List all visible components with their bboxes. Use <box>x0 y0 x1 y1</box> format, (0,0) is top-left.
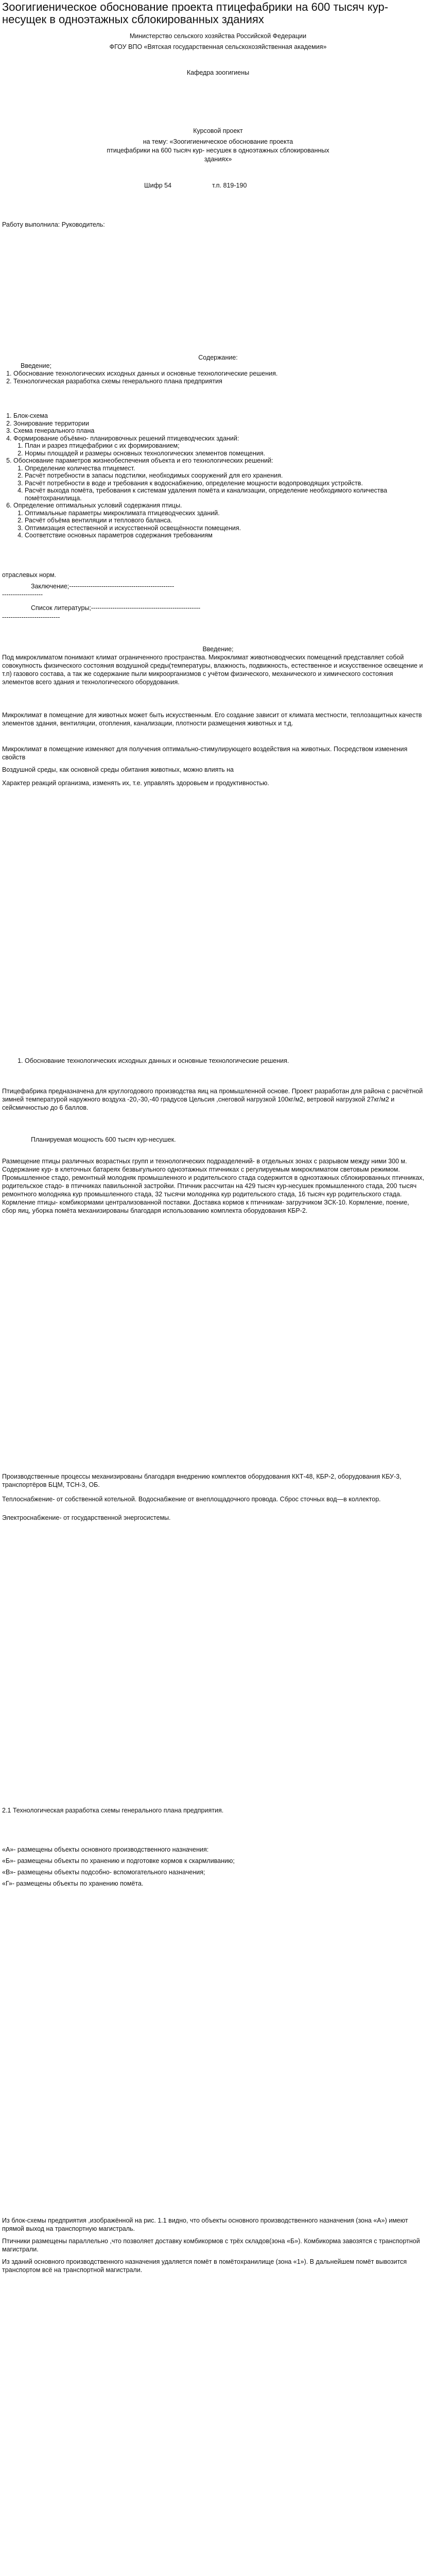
contents-dashes: ------------------- <box>2 591 43 598</box>
section-2-paragraph: Из зданий основного производственного назначения удаляется помёт в помётохранилище (зона «1»). В дальнейшем помёт вывозится транспортом всё на транспортной магистрали. <box>2 2258 407 2274</box>
intro-paragraph: Микроклимат в помещение для животных может быть искусственным. Его создание зависит от климата местности, теплозащитных качеств элементов здания, вентиляции, отопления, канализации, плотности размещения животных и т.д. <box>2 711 422 727</box>
contents-dashes: --------------------------- <box>2 614 60 621</box>
contents-item: 1. Обоснование технологических исходных данных и основные технологические решения. <box>13 370 414 378</box>
intro-heading: Введение; <box>202 646 234 653</box>
contents-item: 5. Обоснование параметров жизнеобеспечения объекта и его технологических решений: 1. Определение количества птицемест. 2. Расчёт потребности в запасы подстилки, необходимых сооружений для его хранения. 3. Расчёт потребности в воде и требования к водоснабжению, определение мощности водопроводящих устройств. 4. Расчёт выхода помёта, требования к системам удаления помёта и канализации, определение необходимого количества помётохранилища. <box>13 457 414 502</box>
processes-paragraph: Теплоснабжение- от собственной котельной. Водоснабжение от внеплощадочного провода. Сброс сточных вод—в коллектор. <box>2 1496 381 1503</box>
contents-list-1 <box>2 370 414 385</box>
institution-line: ФГОУ ВПО «Вятская государственная сельскохозяйственная академия» <box>109 43 327 50</box>
theme-line-3: зданиях» <box>204 156 232 163</box>
section-1-heading: 1. Обоснование технологических исходных данных и основные технологические решения. <box>11 1057 413 1065</box>
project-kind: Курсовой проект <box>193 127 243 134</box>
phone-number: т.п. 819-190 <box>212 182 247 189</box>
contents-item: 1. Блок-схема <box>13 412 414 420</box>
contents-heading: Содержание: <box>198 354 238 361</box>
contents-subitem: 4. Расчёт выхода помёта, требования к системам удаления помёта и канализации, определение необходимого количества помётохранилища. <box>25 487 414 502</box>
intro-paragraph: Характер реакций организма, изменять их, т.е. управлять здоровьем и продуктивностью. <box>2 779 269 787</box>
contents-subitem: 4. Соответствие основных параметров содержания требованиям <box>25 532 414 539</box>
section-2-paragraph: Из блок-схемы предприятия ,изображённой на рис. 1.1 видно, что объекты основного производственного назначения (зона «А») имеют прямой выход на транспортную магистраль. <box>2 2217 408 2232</box>
contents-item: 4. Формирование объёмно- планировочных решений птицеводческих зданий: 1. План и разрез птицефабрики с их формированием; 2. Нормы площадей и размеры основных технологических элементов помещения. <box>13 435 414 457</box>
contents-subitem: 2. Расчёт объёма вентиляции и теплового баланса. <box>25 517 414 524</box>
theme-line-1: на тему: «Зоогигиеническое обоснование проекта <box>143 138 293 145</box>
contents-tail: отраслевых норм. <box>2 571 57 579</box>
zone-item: «Б»- размещены объекты по хранению и подготовке кормов к скармливанию; <box>2 1857 235 1865</box>
contents-subitem: 1. План и разрез птицефабрики с их формированием; <box>25 442 414 450</box>
contents-item: 2. Технологическая разработка схемы генерального плана предприятия <box>13 378 414 385</box>
section-2-paragraph: Птичники размещены параллельно ,что позволяет доставку комбикормов с трёх складов(зона «Б»). Комбикорма завозятся с транспортной магистрали. <box>2 2238 420 2253</box>
contents-subitem: 1. Оптимальные параметры микроклимата птицеводческих зданий. <box>25 510 414 517</box>
processes-paragraph: Электроснабжение- от государственной энергосистемы. <box>2 1514 171 1521</box>
contents-subitem: 1. Определение количества птицемест. <box>25 465 414 472</box>
contents-subitem: 2. Нормы площадей и размеры основных технологических элементов помещения. <box>25 450 414 457</box>
intro-paragraph: Под микроклиматом понимают климат ограниченного пространства. Микроклимат животноводческих помещений представляет собой совокупность физического состояния воздушной среды(температуры, влажность, подвижность, естественное и искусственное освещение и т.п) газового состава, а так же содержание пыли микроорганизмов с учётом физического, механического и химического состояния элементов всего здания и технологического оборудования. <box>2 654 423 686</box>
processes-paragraph: Производственные процессы механизированы благодаря внедрению комплектов оборудования ККТ-48, КБР-2, оборудования КБУ-3, транспортёров БЦМ, ТСН-3, ОБ. <box>2 1473 402 1488</box>
department-line: Кафедра зоогигиены <box>186 69 250 76</box>
contents-literature: Список литературы;--------------------------------------------------- <box>31 604 201 612</box>
authors-line: Работу выполнила: Руководитель: <box>2 221 105 228</box>
contents-item: 2. Зонирование территории <box>13 420 414 428</box>
capacity-line: Планируемая мощность 600 тысяч кур-несушек. <box>31 1136 176 1143</box>
contents-subitem: 2. Расчёт потребности в запасы подстилки, необходимых сооружений для его хранения. <box>25 472 414 480</box>
contents-list-2 <box>2 412 414 539</box>
section-1-paragraph: Размещение птицы различных возрастных групп и технологических подразделений- в отдельных зонах с разрывом между ними 300 м. Содержание кур- в клеточных батареях безвыгульного одноэтажных птичниках с регулируемым микроклиматом световым режимом. Промышленное стадо, ремонтный молодняк промышленного и родительского стада содержится в одноэтажных сблокированных птичниках, родительское стадо- в птичниках павильонной застройки. Птичник рассчитан на 429 тысяч кур-несушек промышленного стада, 200 тысяч ремонтного молодняка кур промышленного стада, 32 тысячи молодняка кур родительского стада, 16 тысяч кур родительского стада. Кормление птицы- комбикормами централизованной поставки. Доставка кормов к птичникам- загрузчиком ЗСК-10. Кормление, поение, сбор яиц, уборка помёта механизированы благодаря использованию комплекта оборудования КБР-2. <box>2 1158 425 1214</box>
contents-item: 6. Определение оптимальных условий содержания птицы. 1. Оптимальные параметры микроклимата птицеводческих зданий. 2. Расчёт объёма вентиляции и теплового баланса. 3. Оптимизация естественной и искусственной освещённости помещения. 4. Соответствие основных параметров содержания требованиям <box>13 502 414 539</box>
cipher: Шифр 54 <box>144 182 172 189</box>
section-2-heading: 2.1 Технологическая разработка схемы генерального плана предприятия. <box>2 1807 224 1814</box>
section-1-paragraph: Птицефабрика предназначена для круглогодового производства яиц на промышленной основе. Проект разработан для района с расчётной зимней температурой наружного воздуха -20,-30,-40 градусов Цельсия ,снеговой нагрузкой 100кг/м2, ветровой нагрузкой 27кг/м2 и сейсмичностью до 6 баллов. <box>2 1088 423 1111</box>
document-title: Зоогигиеническое обоснование проекта птицефабрики на 600 тысяч кур- несущек в одноэтажных сблокированных зданиях <box>2 1 389 26</box>
zone-item: «Г»- размещены объекты по хранению помёта. <box>2 1880 144 1887</box>
contents-conclusion: Заключение;------------------------------------------------- <box>31 583 175 590</box>
ministry-line: Министерство сельского хозяйства Российской Федерации <box>129 32 307 40</box>
contents-intro: Введение; <box>21 362 52 369</box>
zone-item: «А»- размещены объекты основного производственного назначения: <box>2 1846 209 1853</box>
contents-item: 3. Схема генерального плана <box>13 427 414 435</box>
intro-paragraph: Микроклимат в помещение изменяют для получения оптимально-стимулирующего воздействия на животных. Посредством изменения свойств <box>2 745 408 761</box>
contents-subitem: 3. Оптимизация естественной и искусственной освещённости помещения. <box>25 524 414 532</box>
theme-line-2: птицефабрики на 600 тысяч кур- несушек в одноэтажных сблокированных <box>107 147 329 154</box>
zone-item: «В»- размещены объекты подсобно- вспомогательного назначения; <box>2 1869 205 1876</box>
contents-subitem: 3. Расчёт потребности в воде и требования к водоснабжению, определение мощности водопроводящих устройств. <box>25 480 414 487</box>
intro-paragraph: Воздушной среды, как основной среды обитания животных, можно влиять на <box>2 766 234 773</box>
